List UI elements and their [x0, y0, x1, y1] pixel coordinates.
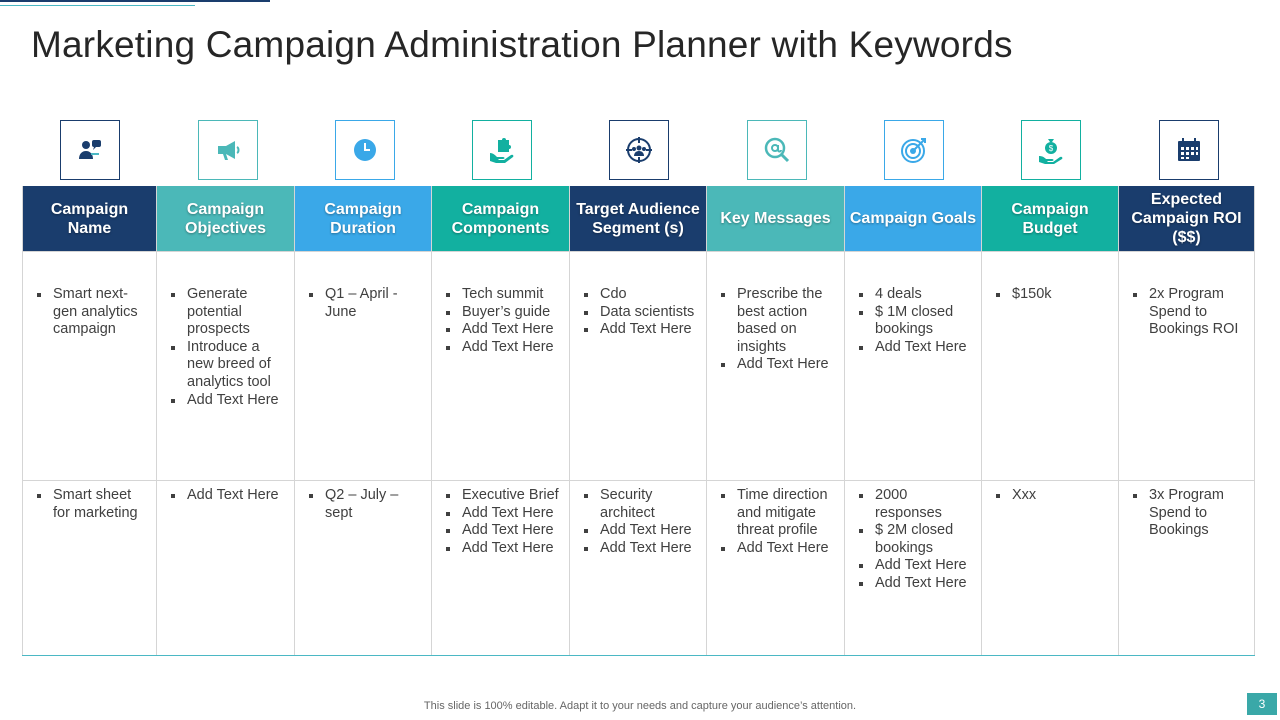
bullet-list [169, 487, 284, 505]
bullet-list [444, 286, 559, 356]
list-item: Add Text Here [444, 339, 559, 357]
table-cell [982, 480, 1118, 655]
column-header: Campaign Components [432, 186, 569, 251]
list-item: Add Text Here [582, 540, 696, 558]
list-item: Q2 – July – sept [307, 487, 421, 522]
table-column [432, 186, 570, 656]
list-item: Add Text Here [444, 321, 559, 339]
table-cell [707, 480, 844, 655]
svg-text:$: $ [1048, 144, 1054, 153]
table-cell [432, 480, 569, 655]
people-chat-icon [60, 120, 120, 180]
puzzle-hand-icon [472, 120, 532, 180]
bullet-list [444, 487, 559, 557]
list-item: Add Text Here [582, 522, 696, 540]
list-item: $ 2M closed bookings [857, 522, 971, 557]
table-column [570, 186, 707, 656]
column-header: Campaign Budget [982, 186, 1118, 251]
table-cell [570, 251, 706, 480]
list-item: 2x Program Spend to Bookings ROI [1131, 286, 1244, 339]
table-cell [432, 251, 569, 480]
list-item: Add Text Here [719, 540, 834, 558]
list-item: Generate potential prospects [169, 286, 284, 339]
column-header: Campaign Duration [295, 186, 431, 251]
list-item: Xxx [994, 487, 1108, 505]
calendar-icon [1159, 120, 1219, 180]
list-item: Introduce a new breed of analytics tool [169, 339, 284, 392]
table-cell [1119, 251, 1254, 480]
list-item: $ 1M closed bookings [857, 304, 971, 339]
list-item: Tech summit [444, 286, 559, 304]
list-item: Q1 – April - June [307, 286, 421, 321]
money-bag-hand-icon [1021, 120, 1081, 180]
list-item: 2000 responses [857, 487, 971, 522]
clock-icon [335, 120, 395, 180]
column-header: Expected Campaign ROI ($$) [1119, 186, 1254, 251]
footer-note: This slide is 100% editable. Adapt it to your needs and capture your audience’s attention. [423, 700, 857, 712]
table-cell [845, 251, 981, 480]
table-cell [570, 480, 706, 655]
table-cell [707, 251, 844, 480]
table-column [1119, 186, 1255, 656]
bullet-list [857, 487, 971, 593]
list-item: Prescribe the best action based on insights [719, 286, 834, 356]
column-header: Campaign Goals [845, 186, 981, 251]
list-item: Executive Brief [444, 487, 559, 505]
table-bottom-line [22, 655, 1255, 656]
list-item: 4 deals [857, 286, 971, 304]
list-item: Add Text Here [169, 487, 284, 505]
bullet-list [307, 487, 421, 522]
bullet-list [35, 286, 146, 339]
table-cell [23, 480, 156, 655]
list-item: Add Text Here [857, 557, 971, 575]
table-column [157, 186, 295, 656]
bullseye-icon [884, 120, 944, 180]
column-header: Key Messages [707, 186, 844, 251]
table-cell [982, 251, 1118, 480]
list-item: Add Text Here [444, 540, 559, 558]
list-item: Time direction and mitigate threat profile [719, 487, 834, 540]
bullet-list [1131, 286, 1244, 339]
column-header: Campaign Objectives [157, 186, 294, 251]
table-column [22, 186, 157, 656]
bullet-list [994, 286, 1108, 304]
list-item: Cdo [582, 286, 696, 304]
bullet-list [719, 487, 834, 557]
table-cell [157, 251, 294, 480]
table-cell [295, 480, 431, 655]
target-audience-icon [609, 120, 669, 180]
list-item: Add Text Here [444, 505, 559, 523]
bullet-list [169, 286, 284, 409]
table-left-border [22, 251, 23, 656]
page-number: 3 [1247, 693, 1277, 715]
list-item: $150k [994, 286, 1108, 304]
top-accent-line [0, 0, 270, 2]
table-column [707, 186, 845, 656]
table-cell [295, 251, 431, 480]
table-cell [1119, 480, 1254, 655]
table-cell [157, 480, 294, 655]
bullet-list [307, 286, 421, 321]
table-cell [23, 251, 156, 480]
list-item: Add Text Here [444, 522, 559, 540]
list-item: Data scientists [582, 304, 696, 322]
bullet-list [719, 286, 834, 374]
list-item: Security architect [582, 487, 696, 522]
top-accent-line-secondary [0, 5, 195, 6]
list-item: Add Text Here [719, 356, 834, 374]
page-title: Marketing Campaign Administration Planner with Keywords [31, 24, 1013, 65]
list-item: Add Text Here [169, 392, 284, 410]
list-item: 3x Program Spend to Bookings [1131, 487, 1244, 540]
list-item: Smart sheet for marketing [35, 487, 146, 522]
bullet-list [35, 487, 146, 522]
table-cell [845, 480, 981, 655]
bullet-list [857, 286, 971, 356]
column-header: Target Audience Segment (s) [570, 186, 706, 251]
bullet-list [582, 487, 696, 557]
table-column [845, 186, 982, 656]
list-item: Buyer’s guide [444, 304, 559, 322]
list-item: Add Text Here [582, 321, 696, 339]
list-item: Smart next-gen analytics campaign [35, 286, 146, 339]
at-search-icon [747, 120, 807, 180]
megaphone-icon [198, 120, 258, 180]
bullet-list [994, 487, 1108, 505]
bullet-list [582, 286, 696, 339]
list-item: Add Text Here [857, 339, 971, 357]
column-header: Campaign Name [23, 186, 156, 251]
table-column [982, 186, 1119, 656]
bullet-list [1131, 487, 1244, 540]
table-column [295, 186, 432, 656]
list-item: Add Text Here [857, 575, 971, 593]
